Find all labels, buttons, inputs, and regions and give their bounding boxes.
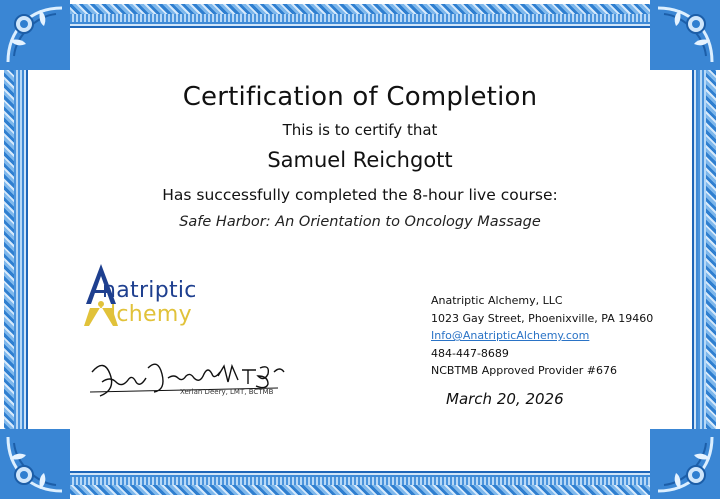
email-link[interactable]: Info@AnatripticAlchemy.com	[431, 329, 590, 343]
corner-ornament-icon	[650, 429, 720, 499]
completion-line: Has successfully completed the 8-hour live course:	[162, 186, 558, 204]
corner-ornament-icon	[0, 429, 70, 499]
company-logo	[80, 260, 230, 330]
provider-contact	[431, 292, 653, 380]
provider-approval: NCBTMB Approved Provider #676	[431, 364, 617, 378]
company-address: 1023 Gay Street, Phoenixville, PA 19460	[431, 311, 654, 325]
phone-number: 484-447-8689	[431, 346, 509, 360]
logo-text-top: natriptic	[102, 278, 197, 303]
certificate-title: Certification of Completion	[182, 82, 538, 112]
corner-ornament-icon	[0, 0, 70, 70]
course-title: Safe Harbor: An Orientation to Oncology Massage	[179, 214, 541, 230]
certify-line: This is to certify that	[282, 121, 438, 139]
completion-date: March 20, 2026	[446, 390, 564, 408]
company-name: Anatriptic Alchemy, LLC	[431, 294, 563, 307]
corner-ornament-icon	[650, 0, 720, 70]
logo-text-bottom: lchemy	[110, 302, 192, 327]
recipient-name: Samuel Reichgott	[267, 148, 453, 172]
signatory-name: Xerlan Deery, LMT, BCTMB	[180, 388, 274, 396]
